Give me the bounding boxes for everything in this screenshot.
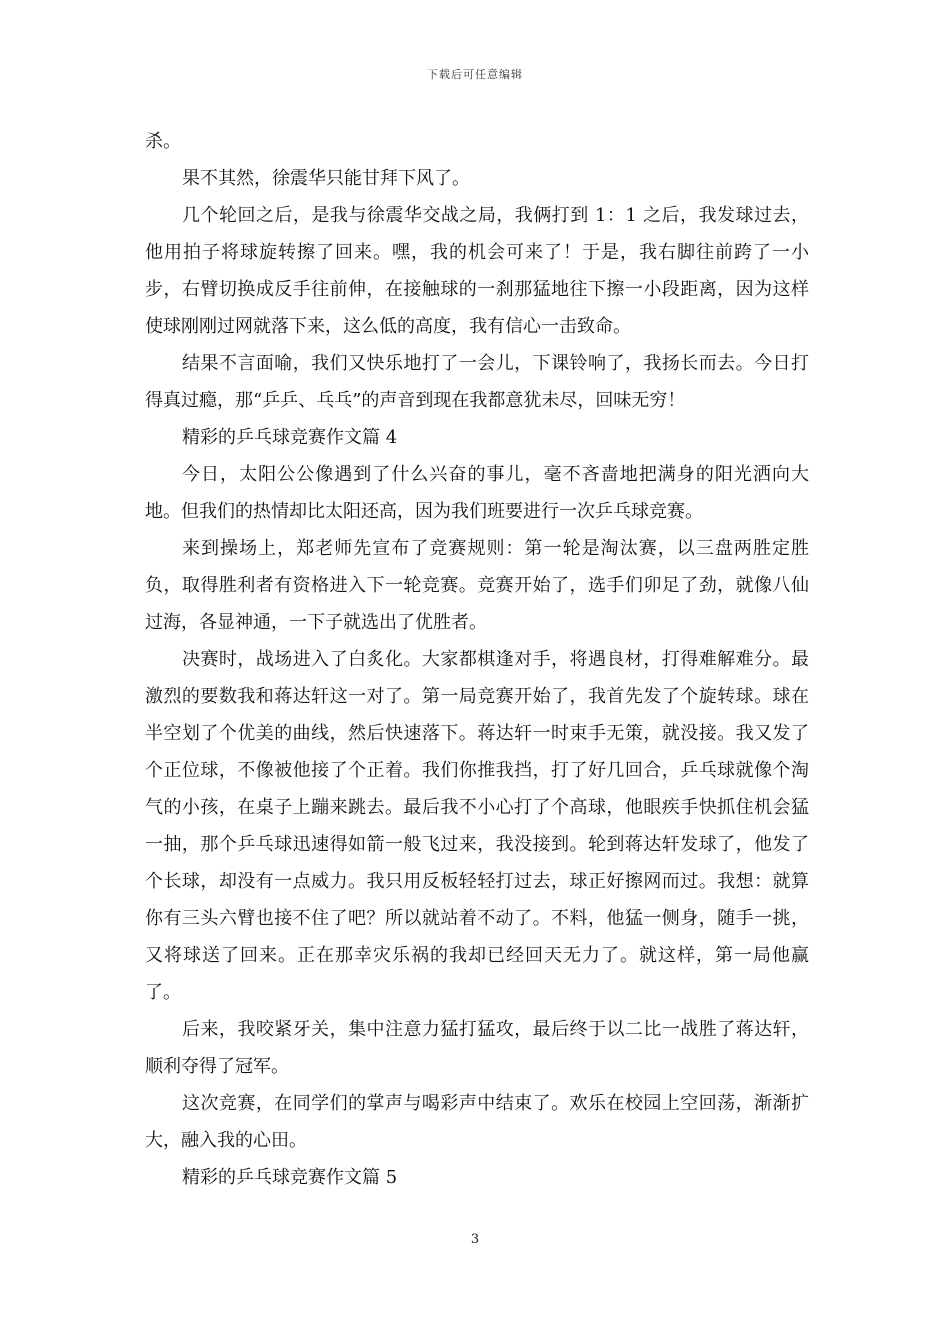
section-heading-5: 精彩的乒乓球竞赛作文篇 5 xyxy=(182,1167,398,1188)
paragraph-continuation: 杀。 xyxy=(145,131,181,152)
paragraph: 今日，太阳公公像遇到了什么兴奋的事儿，毫不吝啬地把满身的阳光洒向大地。但我们的热情却比太阳还高，因为我们班要进行一次乒乓球竞赛。 xyxy=(145,464,809,522)
paragraph: 决赛时，战场进入了白炙化。大家都棋逢对手，将遇良材，打得难解难分。最激烈的要数我和蒋达轩这一对了。第一局竞赛开始了，我首先发了个旋转球。球在半空划了个优美的曲线，然后快速落下。蒋达轩一时束手无策，就没接。我又发了个正位球，不像被他接了个正着。我们你推我挡，打了好几回合，乒乓球就像个淘气的小孩，在桌子上蹦来跳去。最后我不小心打了个高球，他眼疾手快抓住机会猛一抽，那个乒乓球迅速得如箭一般飞过来，我没接到。轮到蒋达轩发球了，他发了个长球，却没有一点威力。我只用反板轻轻打过去，球正好擦网而过。我想：就算你有三头六臂也接不住了吧？所以就站着不动了。不料，他猛一侧身，随手一挑，又将球送了回来。正在那幸灾乐祸的我却已经回天无力了。就这样，第一局他赢了。 xyxy=(145,649,809,1003)
document-body xyxy=(145,123,809,1196)
page-number: 3 xyxy=(470,1232,480,1247)
paragraph: 后来，我咬紧牙关，集中注意力猛打猛攻，最后终于以二比一战胜了蒋达轩，顺利夺得了冠军。 xyxy=(145,1019,809,1077)
page-header-note: 下载后可任意编辑 xyxy=(427,68,523,81)
paragraph: 来到操场上，郑老师先宣布了竞赛规则：第一轮是淘汰赛，以三盘两胜定胜负，取得胜利者有资格进入下一轮竞赛。竞赛开始了，选手们卯足了劲，就像八仙过海，各显神通，一下子就选出了优胜者。 xyxy=(145,538,809,633)
paragraph: 果不其然，徐震华只能甘拜下风了。 xyxy=(182,168,470,189)
section-heading-4: 精彩的乒乓球竞赛作文篇 4 xyxy=(182,427,398,448)
paragraph: 这次竞赛，在同学们的掌声与喝彩声中结束了。欢乐在校园上空回荡，渐渐扩大，融入我的心田。 xyxy=(145,1093,809,1151)
paragraph: 几个轮回之后，是我与徐震华交战之局，我俩打到 1：1 之后，我发球过去，他用拍子将球旋转擦了回来。嘿，我的机会可来了！于是，我右脚往前跨了一小步，右臂切换成反手往前伸，在接触球的一刹那猛地往下擦一小段距离，因为这样使球刚刚过网就落下来，这么低的高度，我有信心一击致命。 xyxy=(145,205,809,337)
paragraph: 结果不言面喻，我们又快乐地打了一会儿，下课铃响了，我扬长而去。今日打得真过瘾，那“乒乒、乓乓”的声音到现在我都意犹未尽，回味无穷！ xyxy=(145,353,809,411)
